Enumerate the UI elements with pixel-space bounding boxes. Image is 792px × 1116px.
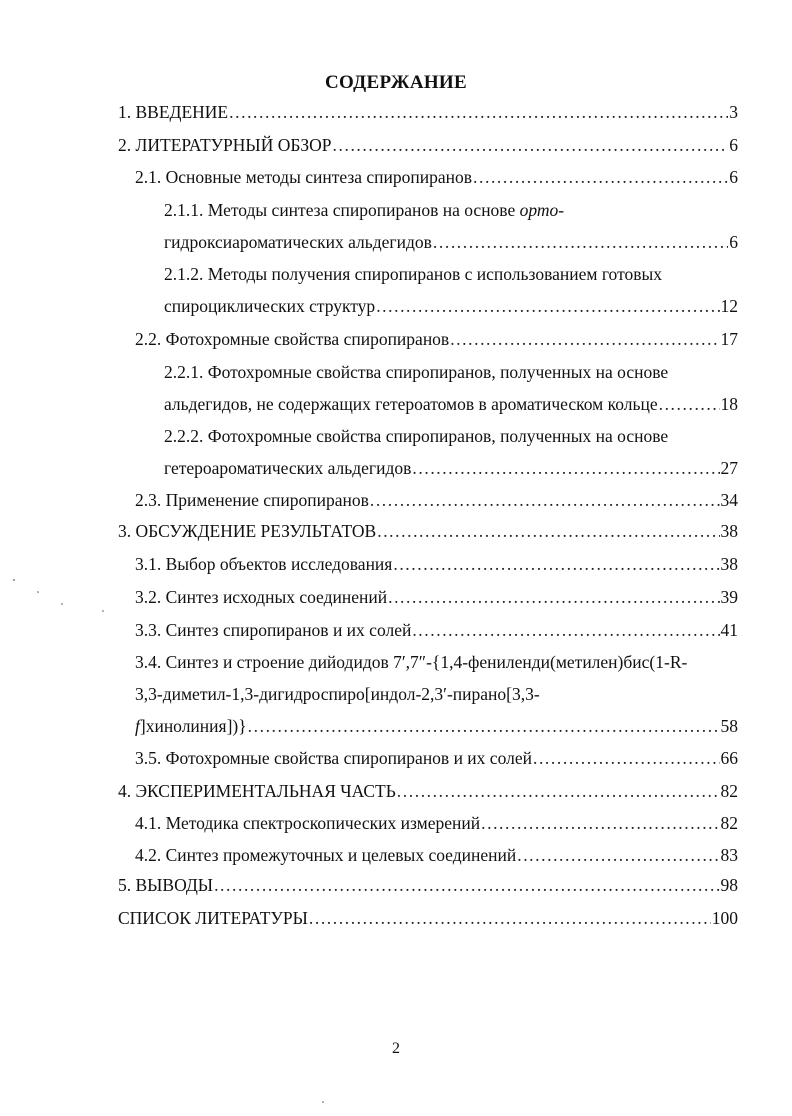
- toc-entry-2-1-2-line1: 2.1.2. Методы получения спиропиранов с использованием готовых: [164, 264, 663, 284]
- toc-entry-page: 82: [720, 781, 738, 801]
- toc-entry-italic: орто: [519, 200, 559, 220]
- toc-entry-text: гидроксиароматических альдегидов: [164, 232, 432, 252]
- toc-entry-page: 6: [729, 135, 738, 155]
- scan-speck: [102, 610, 104, 612]
- toc-entry-page: 83: [720, 845, 738, 865]
- scan-speck: [13, 579, 15, 581]
- toc-entry-page: 27: [720, 458, 738, 478]
- toc-entry-text: 4.2. Синтез промежуточных и целевых соединений: [135, 845, 517, 865]
- toc-entry-text: 3.2. Синтез исходных соединений: [135, 587, 388, 607]
- toc-entry-page: 38: [720, 554, 738, 574]
- toc-entry-text: 2.1.1. Методы синтеза спиропиранов на основе: [164, 200, 520, 220]
- toc-entry-text: спироциклических структур: [164, 296, 376, 316]
- toc-entry-text: 5. ВЫВОДЫ: [118, 875, 214, 895]
- toc-entry-page: 6: [729, 232, 738, 252]
- scan-speck: [37, 591, 39, 593]
- toc-entry-page: 3: [729, 102, 738, 122]
- toc-entry-page: 98: [720, 875, 738, 895]
- toc-entry-text: 3.3. Синтез спиропиранов и их солей: [135, 620, 412, 640]
- toc-entry-2-2-1-line1: 2.2.1. Фотохромные свойства спиропиранов, полученных на основе: [164, 362, 669, 382]
- toc-entry-page: 12: [720, 296, 738, 316]
- toc-entry-page: 34: [720, 490, 738, 510]
- toc-entry-3-4-line1: 3.4. Синтез и строение дийодидов 7′,7″-{1,4-фениленди(метилен)бис(1-R-: [135, 652, 688, 672]
- page-number: 2: [392, 1040, 400, 1057]
- toc-entry-text: СПИСОК ЛИТЕРАТУРЫ: [118, 908, 308, 928]
- toc-entry-page: 18: [720, 394, 738, 414]
- toc-entry-text-rest: ]хинолиния])}: [139, 716, 247, 736]
- toc-entry-text: гетероароматических альдегидов: [164, 458, 412, 478]
- toc-entry-page: 100: [711, 908, 738, 928]
- toc-entry-text: альдегидов, не содержащих гетероатомов в ароматическом кольце: [164, 394, 658, 414]
- toc-entry-text: 3. ОБСУЖДЕНИЕ РЕЗУЛЬТАТОВ: [118, 521, 377, 541]
- toc-entry-2-2-2-line1: 2.2.2. Фотохромные свойства спиропиранов, полученных на основе: [164, 426, 669, 446]
- page-title: СОДЕРЖАНИЕ: [325, 72, 467, 93]
- toc-entry-page: 38: [720, 521, 738, 541]
- toc-entry-page: 39: [720, 587, 738, 607]
- toc-entry-italic: f: [135, 716, 140, 736]
- toc-entry-text: 3.1. Выбор объектов исследования: [135, 554, 393, 574]
- toc-entry-page: 58: [720, 716, 738, 736]
- toc-entry-text: 2.3. Применение спиропиранов: [135, 490, 369, 510]
- toc-entry-page: 6: [729, 167, 738, 187]
- toc-entry-text: 1. ВВЕДЕНИЕ: [118, 102, 229, 122]
- toc-entry-text: -: [558, 200, 565, 220]
- toc-entry-text: 2. ЛИТЕРАТУРНЫЙ ОБЗОР: [118, 135, 332, 155]
- scan-speck: [61, 603, 63, 605]
- toc-entry-text: 2.1. Основные методы синтеза спиропиранов: [135, 167, 473, 187]
- scan-speck: [322, 1101, 324, 1103]
- toc-entry-text: 4.1. Методика спектроскопических измерений: [135, 813, 481, 833]
- toc-entry-text: 3.5. Фотохромные свойства спиропиранов и их солей: [135, 748, 532, 768]
- toc-entry-page: 17: [720, 329, 738, 349]
- toc-entry-page: 66: [720, 748, 738, 768]
- toc-entry-page: 41: [720, 620, 738, 640]
- toc-entry-text: 2.2. Фотохромные свойства спиропиранов: [135, 329, 450, 349]
- toc-entry-text: 4. ЭКСПЕРИМЕНТАЛЬНАЯ ЧАСТЬ: [118, 781, 396, 801]
- toc-entry-page: 82: [720, 813, 738, 833]
- toc-entry-3-4-line2: 3,3-диметил-1,3-дигидроспиро[индол-2,3′-пирано[3,3-: [135, 684, 540, 704]
